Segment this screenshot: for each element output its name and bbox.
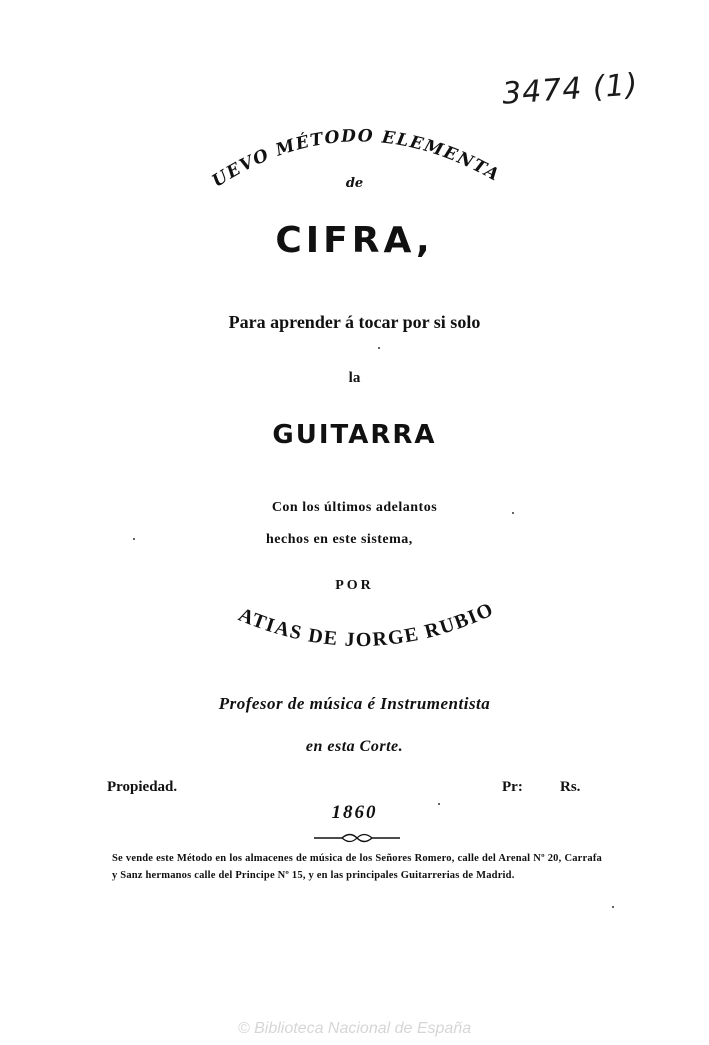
title-main: CIFRA, [275,220,434,261]
print-speck [438,803,440,805]
price-unit: Rs. [560,779,581,795]
title-de: de [345,176,364,191]
author-role-line1: Profesor de música é Instrumentista [218,694,491,713]
print-speck [512,512,514,514]
print-speck [612,906,614,908]
shelfmark-handwritten: 3474 (1) [500,67,640,112]
ornament-divider [312,828,402,848]
author-role-line2: en esta Corte. [305,738,404,755]
title-arc [181,85,520,210]
by-label: POR [335,578,374,593]
publication-year: 1860 [331,802,378,823]
subtitle-la: la [348,370,361,386]
print-speck [378,347,380,349]
rights-notice: Propiedad. [107,779,178,795]
print-speck [133,538,135,540]
instrument-title: GUITARRA [272,420,437,450]
imprint-text: Se vende este Método en los almacenes de música de los Señores Romero, calle del Arenal Nº 20, Carrafa y Sanz hermanos calle del Principe Nº 15, y en las principales Guitarrerias de Madrid. [112,853,602,881]
library-watermark: © Biblioteca Nacional de España [237,1020,472,1037]
price-label: Pr: [502,779,523,795]
note-line1: Con los últimos adelantos [271,500,438,515]
note-line2: hechos en este sistema, [266,532,413,547]
title-arc-text: NUEVO MÉTODO ELEMENTAL [181,85,504,192]
subtitle-line1: Para aprender á tocar por si solo [228,312,481,332]
author-name: MATIAS DE JORGE RUBIO. [209,579,498,652]
